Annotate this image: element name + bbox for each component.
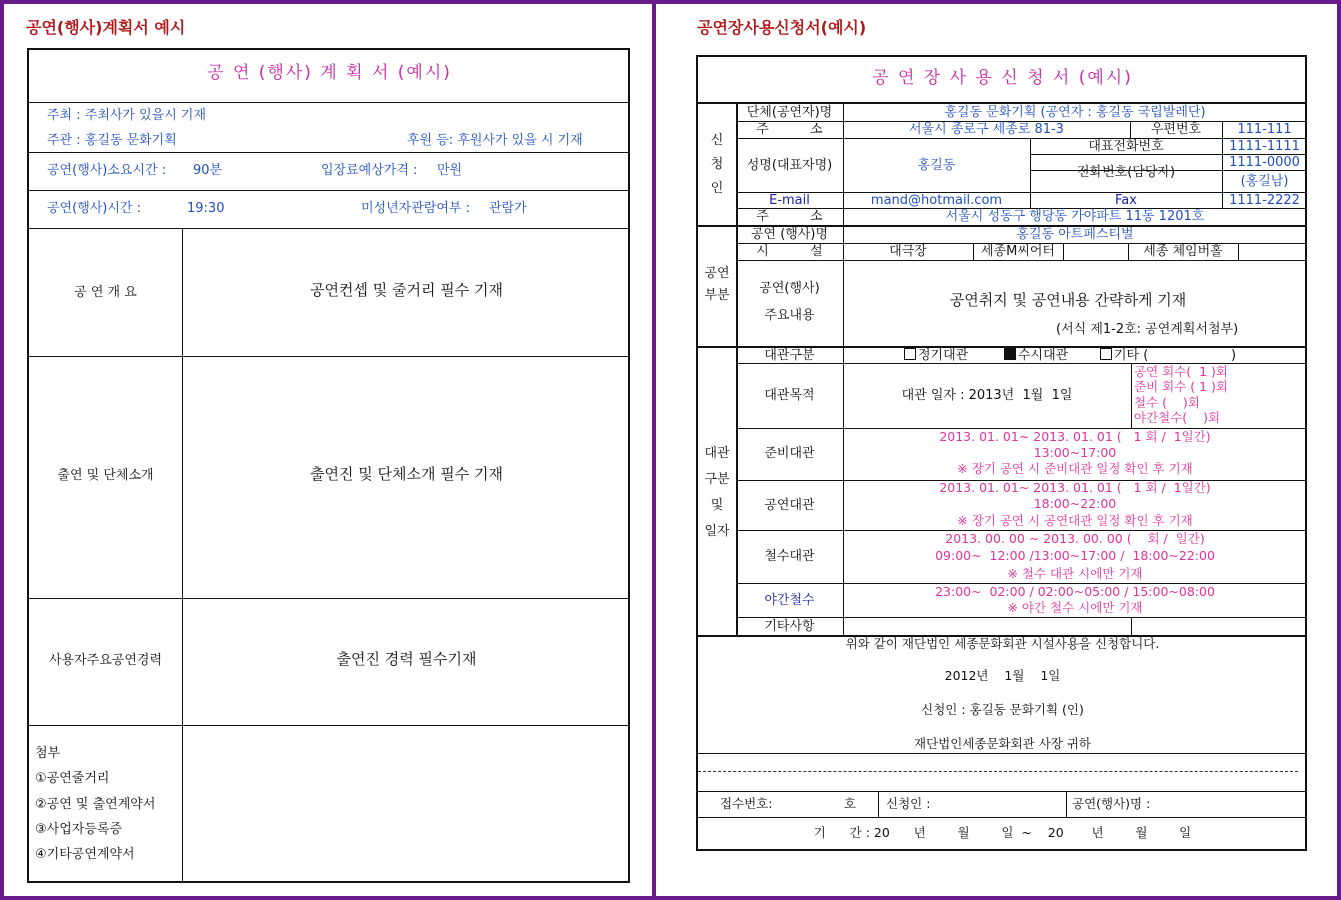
time-value: 19:30 bbox=[187, 201, 225, 216]
type-other-option[interactable]: 기타 ( ) bbox=[1100, 348, 1236, 363]
sponsor-text: 후원 등: 후원사가 있을 시 기재 bbox=[407, 133, 583, 148]
name-value: 홍길동 bbox=[917, 158, 956, 173]
name-label: 성명(대표자명) bbox=[746, 158, 833, 173]
attachment-item: ②공연 및 출연계약서 bbox=[35, 797, 156, 812]
section-applicant: 신 청 인 bbox=[710, 133, 724, 196]
content-main: 공연취지 및 공연내용 간략하게 기재 bbox=[949, 291, 1187, 309]
teardown-label: 철수대관 bbox=[764, 549, 815, 564]
teardown-line: ※ 철수 대관 시에만 기재 bbox=[1007, 566, 1143, 581]
teardown-line: 2013. 00. 00 ~ 2013. 00. 00 ( 회 / 일간) bbox=[945, 531, 1205, 546]
prep-label: 준비대관 bbox=[764, 446, 815, 461]
plan-title: 공 연 (행사) 계 획 서 (예시) bbox=[207, 63, 452, 83]
minor-label: 미성년자관람여부 : bbox=[361, 201, 470, 216]
overview-content: 공연컨셉 및 줄거리 필수 기재 bbox=[310, 281, 503, 299]
cut-line bbox=[698, 771, 1298, 772]
contact-person: (홍길남) bbox=[1240, 174, 1289, 189]
type-regular-option[interactable]: 정기대관 bbox=[904, 348, 968, 363]
checkbox-unchecked[interactable] bbox=[904, 348, 916, 360]
email-label: E-mail bbox=[769, 193, 810, 208]
facility-item: 세종M씨어터 bbox=[980, 244, 1055, 259]
fax-value: 1111-2222 bbox=[1229, 193, 1300, 208]
price-label: 입장료예상가격 : bbox=[321, 163, 418, 178]
night-label: 야간철수 bbox=[764, 593, 815, 608]
purpose-label: 대관목적 bbox=[764, 388, 815, 403]
facility-item: 대극장 bbox=[889, 244, 927, 259]
prep-line: 2013. 01. 01~ 2013. 01. 01 ( 1 회 / 1일간) bbox=[939, 429, 1211, 444]
receipt-ho: 호 bbox=[844, 796, 857, 811]
career-label: 사용자주요공연경력 bbox=[48, 653, 163, 668]
count-item: 준비 회수 ( 1 )회 bbox=[1134, 379, 1228, 394]
email-value: mand@hotmail.com bbox=[870, 193, 1003, 208]
receipt-perf-name: 공연(행사)명 : bbox=[1072, 796, 1151, 811]
attachment-item: ①공연줄거리 bbox=[35, 771, 110, 786]
perf-rental-line: ※ 장기 공연 시 공연대관 일정 확인 후 기재 bbox=[957, 513, 1193, 528]
attach-title: 첨부 bbox=[35, 746, 61, 761]
night-line: 23:00~ 02:00 / 02:00~05:00 / 15:00~08:00 bbox=[935, 584, 1215, 599]
recipient: 재단법인세종문화회관 사장 귀하 bbox=[914, 736, 1091, 751]
attachment-item: ④기타공연계약서 bbox=[35, 847, 135, 862]
rep-phone-value: 1111-1111 bbox=[1229, 139, 1300, 154]
cast-content: 출연진 및 단체소개 필수 기재 bbox=[310, 465, 503, 483]
receipt-applicant: 신청인 : bbox=[886, 796, 931, 811]
etc-label: 기타사항 bbox=[764, 619, 815, 634]
perf-name-value: 홍길동 아트페스티벌 bbox=[1016, 227, 1134, 242]
type-label: 대관구분 bbox=[764, 348, 815, 363]
night-line: ※ 야간 철수 시에만 기재 bbox=[1007, 600, 1143, 615]
group-label: 단체(공연자)명 bbox=[746, 105, 833, 120]
count-item: 공연 회수( 1 )회 bbox=[1134, 364, 1228, 379]
facility-item: 세종 체임버홀 bbox=[1143, 244, 1223, 259]
perf-rental-label: 공연대관 bbox=[764, 498, 815, 513]
duration-value: 90분 bbox=[193, 163, 223, 178]
duration-label: 공연(행사)소요시간 : bbox=[47, 163, 167, 178]
contact-phone-label: 전화번호(담당자) bbox=[1076, 165, 1176, 180]
left-heading: 공연(행사)계획서 예시 bbox=[26, 18, 186, 37]
postal-value: 111-111 bbox=[1237, 122, 1292, 137]
fax-label: Fax bbox=[1115, 193, 1137, 208]
cast-label: 출연 및 단체소개 bbox=[57, 468, 154, 483]
organizer-text: 주관 : 홍길동 문화기획 bbox=[47, 133, 177, 148]
type-occasional-option[interactable]: 수시대관 bbox=[1004, 348, 1068, 363]
address2-value: 서울시 성동구 행당동 가야파트 11동 1201호 bbox=[945, 209, 1205, 224]
applicant-line: 신청인 : 홍길동 문화기획 (인) bbox=[921, 702, 1084, 717]
time-label: 공연(행사)시간 : bbox=[47, 201, 142, 216]
career-content: 출연진 경력 필수기재 bbox=[336, 650, 477, 668]
address-value: 서울시 종로구 세종로 81-3 bbox=[909, 122, 1064, 137]
minor-value: 관람가 bbox=[489, 201, 527, 216]
contact-phone-value: 1111-0000 bbox=[1229, 155, 1300, 170]
section-rental: 대관 구분 및 일자 bbox=[704, 446, 730, 539]
plan-form bbox=[27, 48, 630, 883]
perf-rental-line: 18:00~22:00 bbox=[1033, 496, 1117, 511]
declaration: 위와 같이 재단법인 세종문화회관 시설사용을 신청합니다. bbox=[845, 636, 1160, 651]
overview-label: 공 연 개 요 bbox=[74, 285, 137, 300]
group-value: 홍길동 문화기획 (공연자 : 홍길동 국립발레단) bbox=[944, 105, 1206, 120]
content-label-1: 공연(행사) bbox=[759, 281, 820, 296]
date-line: 2012년 1월 1일 bbox=[944, 668, 1061, 683]
period-line: 기 간 : 20 년 월 일 ~ 20 년 월 일 bbox=[813, 825, 1192, 840]
content-sub: (서식 제1-2호: 공연계획서첨부) bbox=[1056, 322, 1239, 337]
application-form bbox=[696, 55, 1307, 851]
rep-phone-label: 대표전화번호 bbox=[1088, 139, 1164, 154]
price-value: 만원 bbox=[437, 163, 463, 178]
perf-name-label: 공연 (행사)명 bbox=[750, 227, 829, 242]
content-label-2: 주요내용 bbox=[764, 308, 815, 323]
application-title: 공 연 장 사 용 신 청 서 (예시) bbox=[872, 68, 1133, 88]
host-text: 주최 : 주최사가 있을시 기재 bbox=[47, 108, 207, 123]
postal-label: 우편번호 bbox=[1150, 122, 1202, 137]
facility-label: 시 설 bbox=[756, 244, 823, 259]
address-label: 주 소 bbox=[756, 122, 823, 137]
prep-line: 13:00~17:00 bbox=[1033, 445, 1117, 460]
teardown-line: 09:00~ 12:00 /13:00~17:00 / 18:00~22:00 bbox=[935, 548, 1215, 563]
checkbox-unchecked[interactable] bbox=[1100, 348, 1112, 360]
count-item: 철수 ( )회 bbox=[1134, 395, 1200, 410]
attachment-item: ③사업자등록증 bbox=[35, 822, 123, 837]
section-performance: 공연 부분 bbox=[704, 266, 730, 303]
address2-label: 주 소 bbox=[756, 209, 823, 224]
purpose-date: 대관 일자 : 2013년 1월 1일 bbox=[901, 388, 1073, 403]
right-heading: 공연장사용신청서(예시) bbox=[697, 18, 867, 37]
receipt-number-label: 접수번호: bbox=[720, 796, 773, 811]
prep-line: ※ 장기 공연 시 준비대관 일정 확인 후 기재 bbox=[957, 461, 1193, 476]
perf-rental-line: 2013. 01. 01~ 2013. 01. 01 ( 1 회 / 1일간) bbox=[939, 480, 1211, 495]
count-item: 야간철수( )회 bbox=[1134, 410, 1221, 425]
checkbox-checked[interactable] bbox=[1004, 348, 1016, 360]
